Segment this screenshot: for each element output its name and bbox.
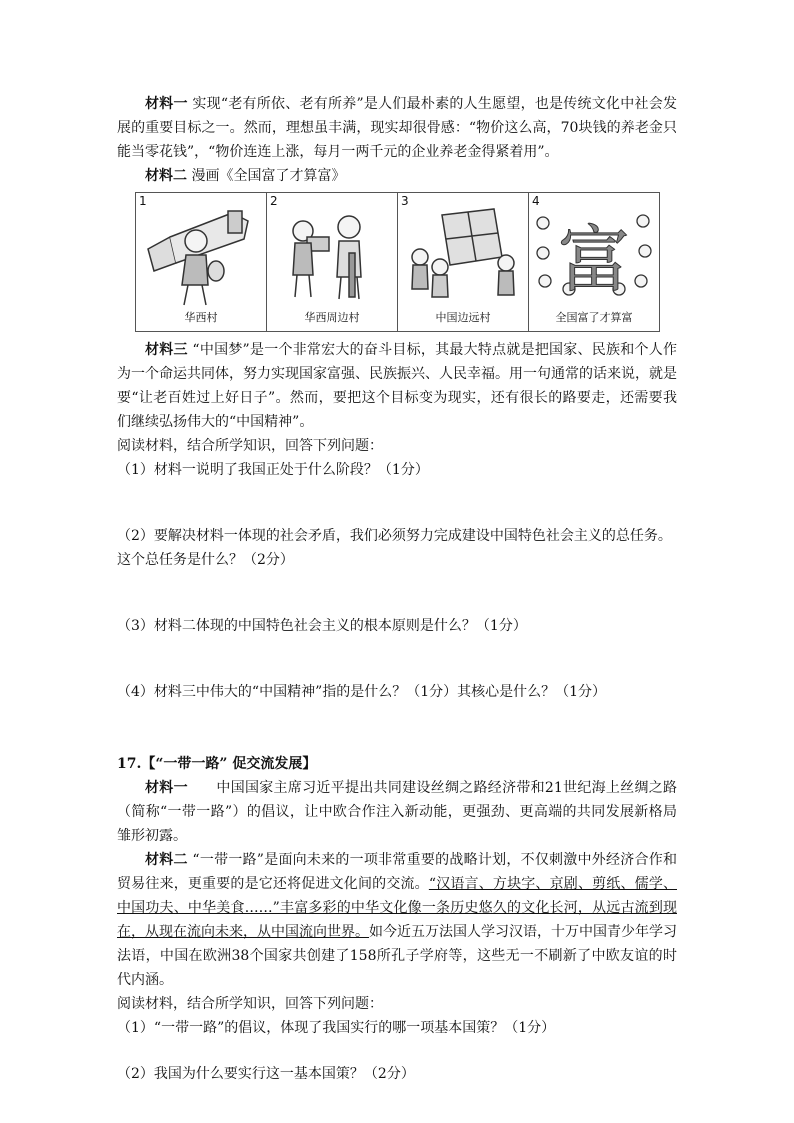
material-3-label: 材料三 xyxy=(145,342,188,358)
answer-space[interactable] xyxy=(117,1040,677,1062)
s17-material-2-underlined: “汉语言、方块字、京剧、剪纸、儒学、中国功夫、中华美食……”丰富多彩的中华文化像一条历史悠久的文化长河，从远古流到现在，从现在流向未来，从中国流向世界。 xyxy=(117,876,677,940)
material-3-text: “中国梦”是一个非常宏大的奋斗目标，其最大特点就是把国家、民族和个人作为一个命运共同体，努力实现国家富强、民族振兴、人民幸福。用一句通常的话来说，就是要“让老百姓过上好日子”。然而，要把这个目标变为现实，还有很长的路要走，还需要我们继续弘扬伟大的“中国精神”。 xyxy=(117,342,678,430)
section-17-title: 17.【“一带一路” 促交流发展】 xyxy=(117,756,317,772)
material-1-label: 材料一 xyxy=(145,96,188,112)
answer-space[interactable] xyxy=(117,572,677,614)
material-2-label: 材料二 xyxy=(145,168,187,184)
material-2-text: 漫画《全国富了才算富》 xyxy=(187,168,346,184)
comic-panel-3 xyxy=(398,193,529,331)
s17-instruction: 阅读材料，结合所学知识，回答下列问题： xyxy=(117,996,383,1012)
answer-space[interactable] xyxy=(117,704,677,752)
panel-number: 1 xyxy=(139,194,147,208)
s17-material-1 xyxy=(117,776,677,848)
answer-space[interactable] xyxy=(117,482,677,524)
s17-material-1-text: 中国国家主席习近平提出共同建设丝绸之路经济带和21世纪海上丝绸之路（简称“一带一路”）的倡议，让中欧合作注入新动能，更强劲、更高端的共同发展新格局雏形初露。 xyxy=(117,780,678,844)
s17-material-2-text-a: “一带一路”是面向未来的一项非常重要的战略计划，不仅刺激中外经济合作和贸易往来，更重要的是它还将促进文化间的交流。 xyxy=(117,852,678,892)
material-2 xyxy=(117,164,677,188)
big-character-text: 富 xyxy=(557,218,631,302)
question-16-1: （1）材料一说明了我国正处于什么阶段？（1分） xyxy=(117,462,429,478)
villagers-lifting-field-illustration xyxy=(398,193,528,329)
comic-strip xyxy=(135,192,660,332)
answer-space[interactable] xyxy=(117,638,677,680)
material-1 xyxy=(117,92,677,164)
material-3 xyxy=(117,338,677,434)
question-16-3: （3）材料二体现的中国特色社会主义的根本原则是什么？（1分） xyxy=(117,618,527,634)
panel-caption: 中国边远村 xyxy=(435,311,491,324)
material-1-text: 实现“老有所依、老有所养”是人们最朴素的人生愿望，也是传统文化中社会发展的重要目标之一。然而，理想虽丰满，现实却很骨感：“物价这么高，70块钱的养老金只能当零花钱”，“物价连连上涨，每月一两千元的企业养老金得紧着用”。 xyxy=(117,96,678,160)
question-16-2: （2）要解决材料一体现的社会矛盾，我们必须努力完成建设中国特色社会主义的总任务。这个总任务是什么？（2分） xyxy=(117,528,672,568)
panel-caption: 华西村 xyxy=(184,311,218,324)
s17-material-1-label: 材料一 xyxy=(145,780,188,796)
panel-caption: 华西周边村 xyxy=(304,311,360,324)
question-16-4: （4）材料三中伟大的“中国精神”指的是什么？（1分）其核心是什么？（1分） xyxy=(117,684,607,700)
comic-panel-2 xyxy=(267,193,398,331)
question-17-2: （2）我国为什么要实行这一基本国策？（2分） xyxy=(117,1066,415,1082)
crowd-celebrating-illustration xyxy=(529,193,659,329)
s17-material-2-label: 材料二 xyxy=(145,852,188,868)
s17-material-2-text-b: 如今近五万法国人学习汉语，十万中国青少年学习法语，中国在欧洲38个国家共创建了158所孔子学府等，这些无一不刷新了中欧友谊的时代内涵。 xyxy=(117,924,677,988)
s17-material-2 xyxy=(117,848,677,992)
panel-number: 2 xyxy=(270,194,278,208)
panel-number: 3 xyxy=(401,194,409,208)
comic-panel-1 xyxy=(136,193,267,331)
question-17-1: （1）“一带一路”的倡议，体现了我国实行的哪一项基本国策？（1分） xyxy=(117,1020,556,1036)
boy-carrying-beam-illustration xyxy=(136,193,266,329)
document-page xyxy=(117,92,677,1086)
comic-panel-4 xyxy=(529,193,659,331)
panel-caption: 全国富了才算富 xyxy=(555,311,633,324)
panel-number: 4 xyxy=(532,194,540,208)
two-people-illustration xyxy=(267,193,397,329)
instruction: 阅读材料，结合所学知识，回答下列问题： xyxy=(117,438,383,454)
